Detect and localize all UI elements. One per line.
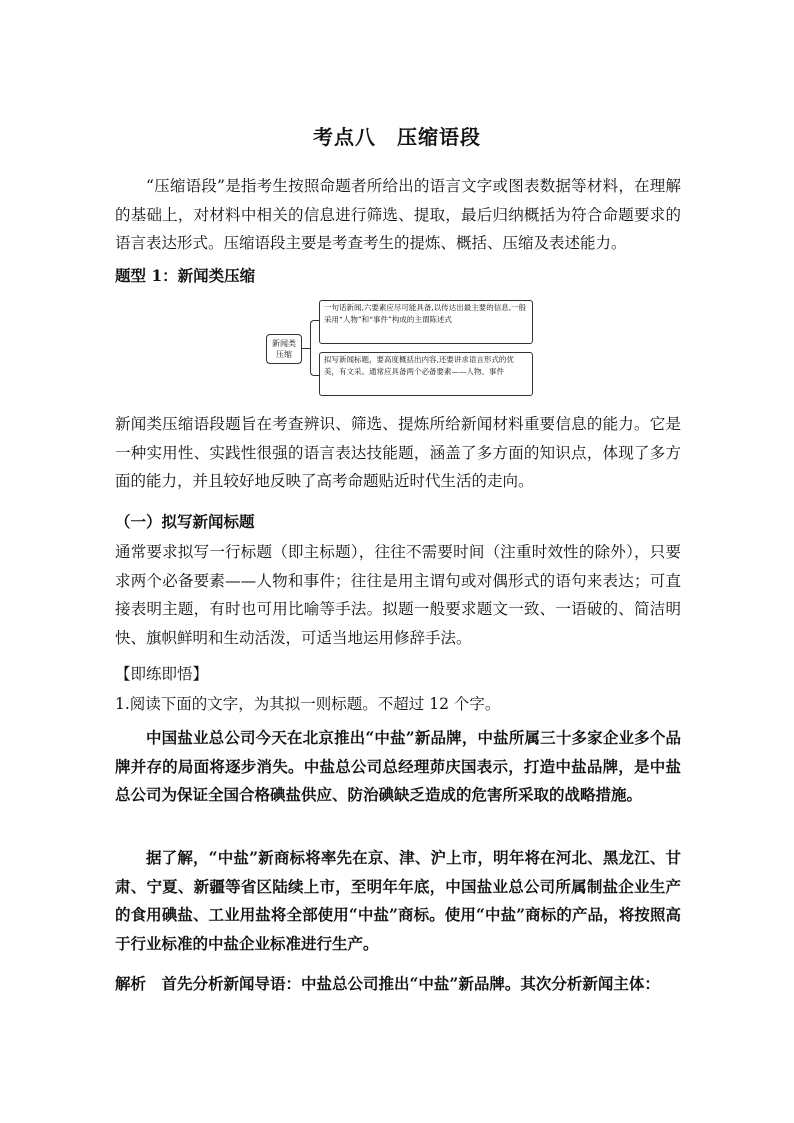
headline-description-paragraph: 通常要求拟写一行标题（即主标题），往往不需要时间（注重时效性的除外），只要求两个必备要素——人物和事件；往往是用主谓句或对偶形式的语句来表达；可直接表明主题，有时也可用比喻等手法。拟题一般要求题文一致、一语破的、简洁明快、旗帜鲜明和生动活泼，可适当地运用修辞手法。 [115, 543, 681, 647]
passage-paragraph-2: 据了解，“中盐”新商标将率先在京、津、沪上市，明年将在河北、黑龙江、甘肃、宁夏、新疆等省区陆续上市，至明年年底，中国盐业总公司所属制盐企业生产的食用碘盐、工业用盐将全部使用“中盐”商标。使用“中盐”商标的产品，将按照高于行业标准的中盐企业标准进行生产。 [115, 848, 681, 953]
analysis-text: 首先分析新闻导语：中盐总公司推出“中盐”新品牌。其次分析新闻主体： [146, 974, 660, 993]
diagram-root-node: 新闻类 压缩 [266, 334, 302, 364]
type-heading: 题型 1：新闻类压缩 [115, 266, 256, 285]
passage-paragraph-1: 中国盐业总公司今天在北京推出“中盐”新品牌，中盐所属三十多家企业多个品牌并存的局面将逐步消失。中盐总公司总经理茆庆国表示，打造中盐品牌，是中盐总公司为保证全国合格碘盐供应、防治碘缺乏造成的危害所采取的战略措施。 [115, 728, 681, 804]
diagram-box-headline: 拟写新闻标题，要高度概括出内容,还要讲求语言形式的优美，有文采。通常应具备两个必备要素——人物、事件 [319, 352, 533, 396]
analysis-paragraph [115, 970, 681, 999]
diagram-connector [302, 348, 310, 349]
sub-heading-headline: （一）拟写新闻标题 [115, 512, 255, 531]
question-text: 1.阅读下面的文字，为其拟一则标题。不超过 12 个字。 [115, 695, 501, 713]
analysis-label: 解析 [115, 974, 147, 993]
page-title: 考点八 压缩语段 [313, 125, 481, 149]
news-compression-diagram [262, 298, 542, 396]
news-description-paragraph: 新闻类压缩语段题旨在考查辨识、筛选、提炼所给新闻材料重要信息的能力。它是一种实用性、实践性很强的语言表达技能题，涵盖了多方面的知识点，体现了多方面的能力，并且较好地反映了高考命题贴近时代生活的走向。 [115, 415, 681, 490]
practice-heading: 【即练即悟】 [115, 665, 209, 683]
diagram-box-one-sentence-news: 一句话新闻,六要素应尽可能具备,以传达出最主要的信息,一般采用“人物”和“事件”构成的主谓陈述式 [319, 300, 533, 344]
intro-paragraph: “压缩语段”是指考生按照命题者所给出的语言文字或图表数据等材料，在理解的基础上，对材料中相关的信息进行筛选、提取，最后归纳概括为符合命题要求的语言表达形式。压缩语段主要是考查考生的提炼、概括、压缩及表述能力。 [115, 177, 681, 252]
